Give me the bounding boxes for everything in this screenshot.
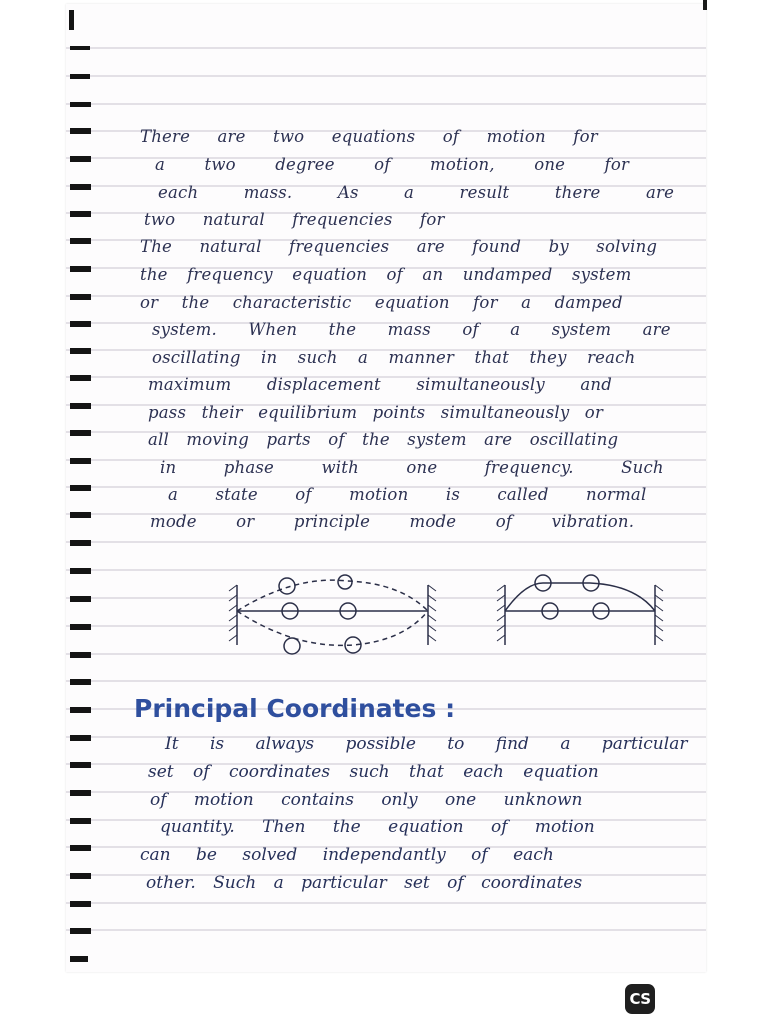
note-line: a two degree of motion, one for — [155, 155, 630, 174]
spiral-binding-holes — [64, 0, 94, 980]
note-line: the frequency equation of an undamped system — [140, 265, 632, 284]
note-line: in phase with one frequency. Such — [160, 458, 664, 477]
note-line: There are two equations of motion for — [140, 127, 598, 146]
note-line: maximum displacement simultaneously and — [148, 375, 612, 394]
note-line: all moving parts of the system are oscillating — [148, 430, 619, 449]
note-line: two natural frequencies for — [144, 210, 445, 229]
body-line: other. Such a particular set of coordinates — [146, 873, 583, 893]
note-line: system. When the mass of a system are — [152, 320, 671, 339]
camscanner-logo-badge: CS — [625, 984, 655, 1014]
body-line: can be solved independantly of each — [140, 845, 554, 865]
body-line: quantity. Then the equation of motion — [160, 817, 595, 837]
note-line: oscillating in such a manner that they reach — [152, 348, 636, 367]
note-line: pass their equilibrium points simultaneously or — [148, 403, 604, 422]
note-line: each mass. As a result there are — [158, 183, 675, 202]
body-line: It is always possible to find a particular — [165, 734, 688, 754]
note-line: a state of motion is called normal — [168, 485, 647, 504]
second-mode-figure — [497, 575, 663, 645]
first-mode-figure — [229, 575, 436, 654]
note-line: The natural frequencies are found by solving — [140, 237, 658, 256]
mode-shape-diagram — [225, 565, 675, 665]
section-heading: Principal Coordinates : — [134, 694, 456, 723]
page-edge-mark — [703, 0, 707, 10]
note-line: or the characteristic equation for a damped — [140, 293, 623, 312]
body-line: set of coordinates such that each equation — [148, 762, 599, 782]
note-line: mode or principle mode of vibration. — [150, 512, 635, 531]
body-line: of motion contains only one unknown — [150, 790, 583, 810]
